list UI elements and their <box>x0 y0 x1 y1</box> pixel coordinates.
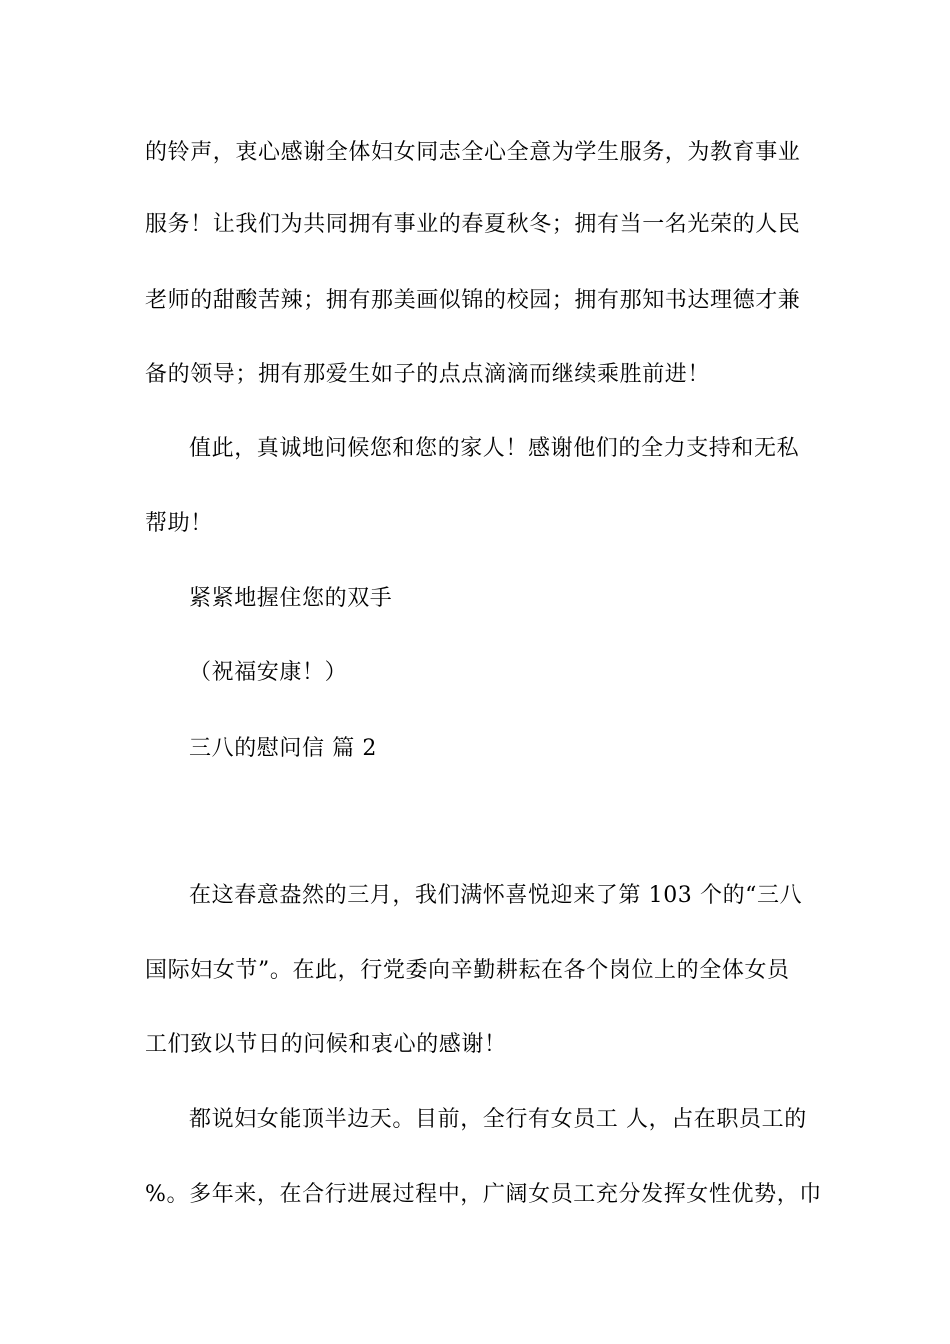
paragraph-line: 值此，真诚地问候您和您的家人！感谢他们的全力支持和无私 <box>189 436 800 461</box>
paragraph-line: 都说妇女能顶半边天。目前，全行有女员工 人，占在职员工的 <box>189 1107 807 1132</box>
closing-line: 紧紧地握住您的双手 <box>189 586 393 611</box>
paragraph-line: 服务！让我们为共同拥有事业的春夏秋冬；拥有当一名光荣的人民 <box>145 212 801 237</box>
paragraph-line: 备的领导；拥有那爱生如子的点点滴滴而继续乘胜前进！ <box>145 362 711 387</box>
paragraph-line: 国际妇女节”。在此，行党委向辛勤耕耘在各个岗位上的全体女员 <box>145 958 790 983</box>
paragraph-line: 工们致以节日的问候和衷心的感谢！ <box>145 1032 507 1057</box>
paragraph-line: 的铃声，衷心感谢全体妇女同志全心全意为学生服务，为教育事业 <box>145 140 801 165</box>
section-title: 三八的慰问信 篇 2 <box>189 736 377 761</box>
paragraph-line: 老师的甜酸苦辣；拥有那美画似锦的校园；拥有那知书达理德才兼 <box>145 288 801 313</box>
paragraph-line: 在这春意盎然的三月，我们满怀喜悦迎来了第 103 个的“三八 <box>189 883 803 908</box>
paragraph-line: %。多年来，在合行进展过程中，广阔女员工充分发挥女性优势，巾 <box>145 1182 822 1207</box>
paragraph-line: 帮助！ <box>145 511 213 536</box>
blessing-line: （祝福安康！） <box>189 660 348 685</box>
